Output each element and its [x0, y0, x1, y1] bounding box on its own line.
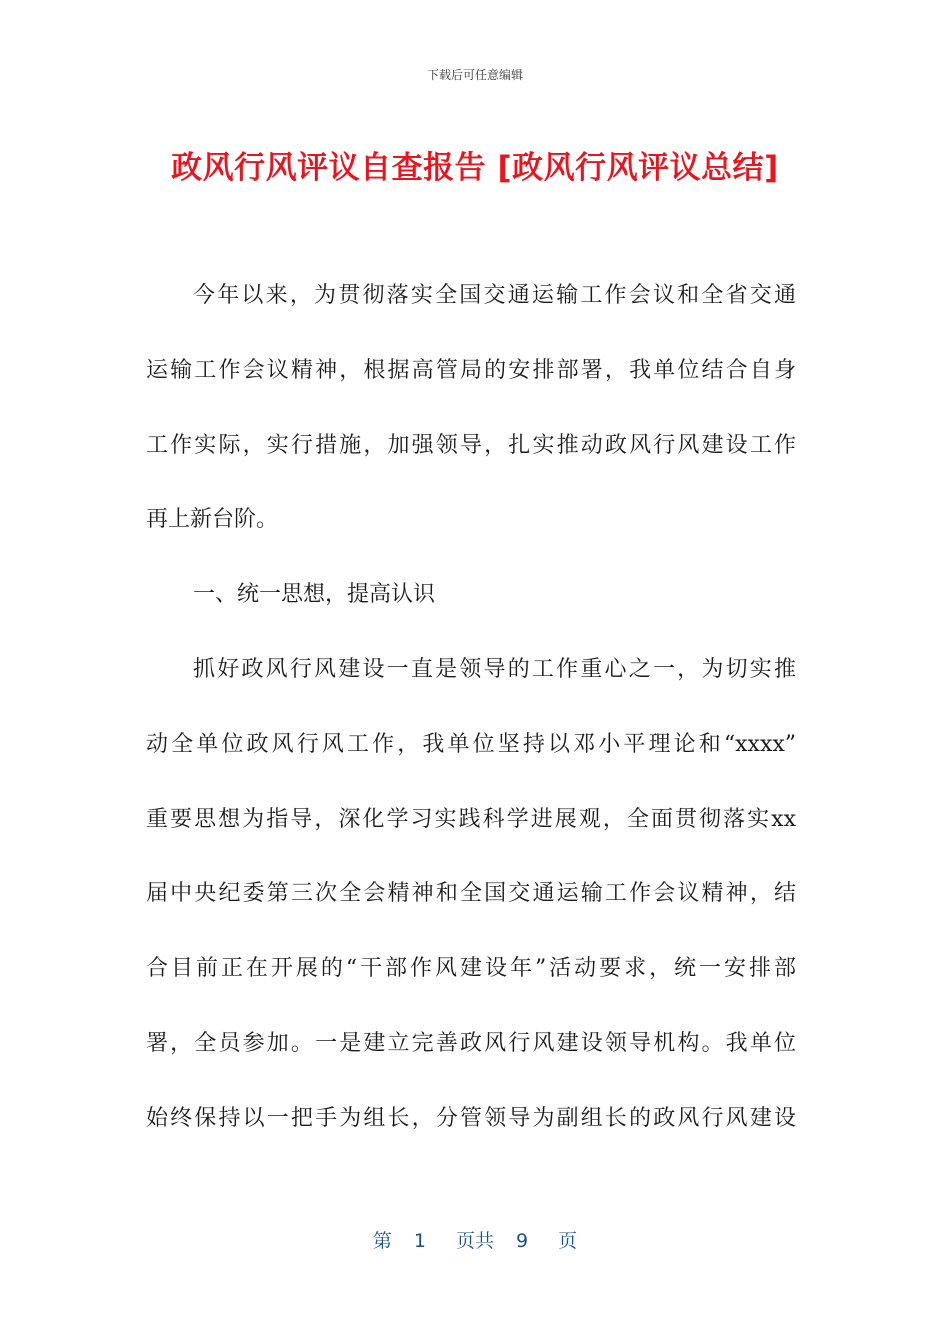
paragraph-line: 今年以来，为贯彻落实全国交通运输工作会议和全省交通 [193, 283, 796, 308]
paragraph-line: 署，全员参加。一是建立完善政风行风建设领导机构。我单位 [146, 1030, 796, 1056]
paragraph-line: 运输工作会议精神，根据高管局的安排部署，我单位结合自身 [146, 357, 796, 383]
paragraph-line: 抓好政风行风建设一直是领导的工作重心之一，为切实推 [193, 656, 796, 682]
paragraph-line: 届中央纪委第三次全会精神和全国交通运输工作会议精神，结 [146, 881, 796, 907]
footer-label-di: 第 [372, 1230, 392, 1252]
header-note: 下载后可任意编辑 [426, 68, 523, 82]
document-title: 政风行风评议自查报告 [政风行风评议总结] [171, 150, 779, 186]
footer-total-pages: 9 [516, 1230, 529, 1252]
document-body [146, 268, 796, 1166]
section-heading: 一、统一思想，提高认识 [193, 582, 436, 608]
footer-page-number: 1 [413, 1230, 426, 1252]
paragraph-line: 工作实际，实行措施，加强领导，扎实推动政风行风建设工作 [146, 432, 796, 458]
paragraph-line: 重要思想为指导，深化学习实践科学进展观，全面贯彻落实xx [146, 806, 796, 832]
footer-label-ye-gong: 页共 [455, 1230, 494, 1252]
paragraph-line: 始终保持以一把手为组长，分管领导为副组长的政风行风建设 [146, 1105, 796, 1131]
footer-label-ye: 页 [558, 1230, 578, 1252]
page-footer [0, 1226, 950, 1253]
paragraph-line: 合目前正在开展的“干部作风建设年”活动要求，统一安排部 [146, 956, 796, 982]
paragraph-line: 再上新台阶。 [146, 507, 279, 533]
paragraph-line: 动全单位政风行风工作，我单位坚持以邓小平理论和“xxxx” [146, 731, 796, 757]
